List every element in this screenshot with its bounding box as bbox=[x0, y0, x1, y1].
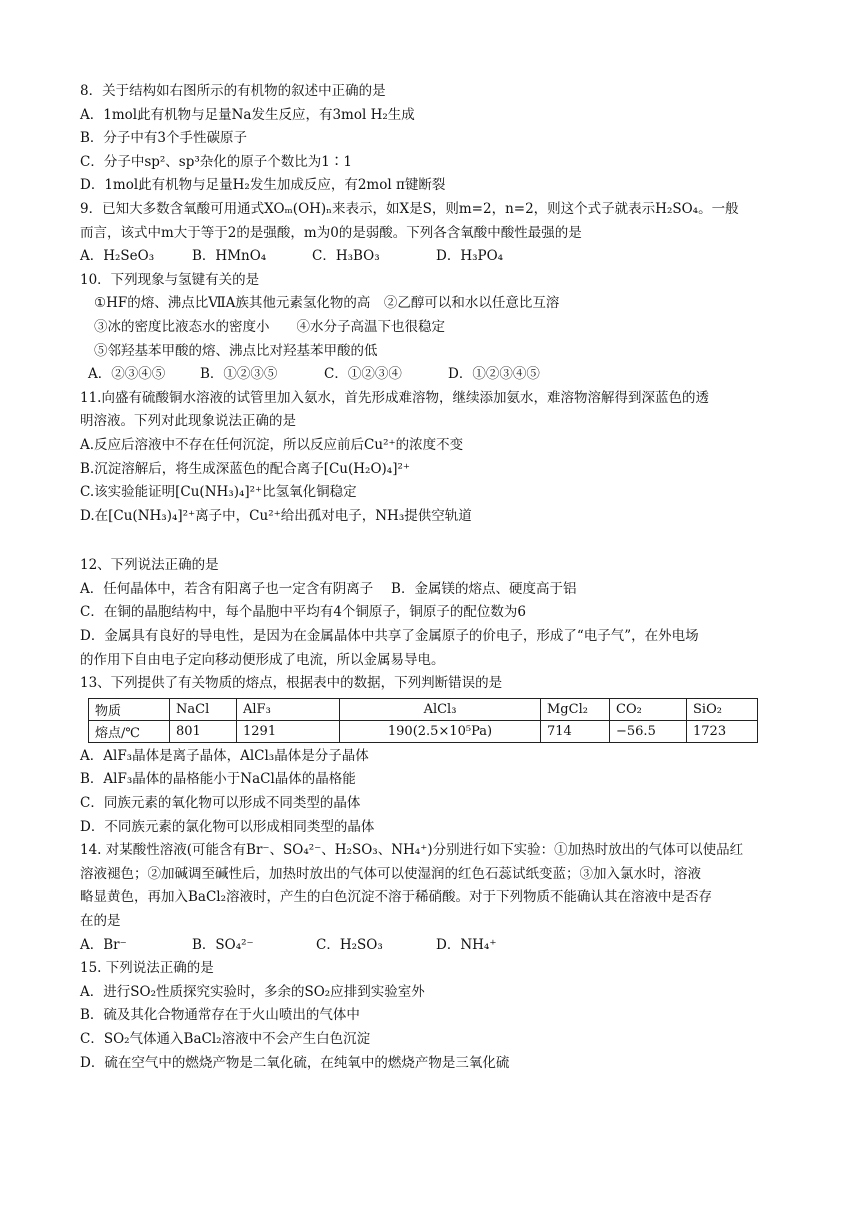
table-cell: 190(2.5×10⁵Pa) bbox=[340, 720, 541, 742]
table-cell: NaCl bbox=[170, 698, 237, 720]
table-cell: 物质 bbox=[89, 698, 170, 720]
question-14-option-c: C．H₂SO₃ bbox=[316, 936, 383, 953]
question-13-option-b: B．AlF₃晶体的晶格能小于NaCl晶体的晶格能 bbox=[80, 771, 356, 788]
question-11-option-b: B.沉淀溶解后，将生成深蓝色的配合离子[Cu(H₂O)₄]²⁺ bbox=[80, 460, 411, 477]
question-15-option-c: C．SO₂气体通入BaCl₂溶液中不会产生白色沉淀 bbox=[80, 1030, 371, 1047]
question-13 bbox=[80, 672, 780, 839]
question-15-option-a: A．进行SO₂性质探究实验时，多余的SO₂应排到实验室外 bbox=[80, 983, 425, 1000]
question-11 bbox=[80, 387, 780, 529]
question-8 bbox=[80, 80, 780, 198]
table-cell: AlF₃ bbox=[237, 698, 340, 720]
question-12-option-c: C．在铜的晶胞结构中，每个晶胞中平均有4个铜原子，铜原子的配位数为6 bbox=[80, 604, 527, 621]
question-8-option-c: C．分子中sp²、sp³杂化的原子个数比为1∶1 bbox=[80, 153, 352, 170]
question-10-option-a: A．②③④⑤ bbox=[88, 366, 166, 383]
question-10-statement-line-2: ③冰的密度比液态水的密度小 ④水分子高温下也很稳定 bbox=[94, 318, 445, 335]
question-8-stem: 8．关于结构如右图所示的有机物的叙述中正确的是 bbox=[80, 83, 386, 99]
question-9-stem-line-2: 而言，该式中m大于等于2的是强酸，m为0的是弱酸。下列各含氧酸中酸性最强的是 bbox=[80, 224, 582, 241]
question-12-stem: 12、下列说法正确的是 bbox=[80, 557, 219, 574]
question-12-option-d-line-1: D．金属具有良好的导电性，是因为在金属晶体中共享了金属原子的价电子，形成了“电子气”，在外电场 bbox=[80, 628, 699, 645]
question-14-options bbox=[80, 934, 780, 958]
table-cell: CO₂ bbox=[610, 698, 687, 720]
table-cell: 714 bbox=[541, 720, 610, 742]
question-11-option-d: D.在[Cu(NH₃)₄]²⁺离子中，Cu²⁺给出孤对电子，NH₃提供空轨道 bbox=[80, 507, 472, 524]
table-cell: AlCl₃ bbox=[340, 698, 541, 720]
blank-gap bbox=[80, 528, 780, 554]
question-9-option-b: B．HMnO₄ bbox=[192, 248, 267, 265]
question-10 bbox=[80, 269, 780, 387]
question-13-option-d: D．不同族元素的氯化物可以形成相同类型的晶体 bbox=[80, 818, 375, 835]
question-10-stem: 10．下列现象与氢键有关的是 bbox=[80, 271, 260, 288]
question-15-option-b: B．硫及其化合物通常存在于火山喷出的气体中 bbox=[80, 1007, 360, 1024]
question-12-option-d-line-2: 的作用下自由电子定向移动便形成了电流，所以金属易导电。 bbox=[80, 651, 445, 668]
question-14-option-a: A．Br⁻ bbox=[80, 936, 127, 953]
melting-point-table bbox=[88, 698, 758, 743]
table-row bbox=[89, 720, 758, 742]
question-10-options bbox=[80, 363, 780, 387]
table-cell: −56.5 bbox=[610, 720, 687, 742]
question-14-option-b: B．SO₄²⁻ bbox=[192, 936, 254, 953]
question-11-option-a: A.反应后溶液中不存在任何沉淀，所以反应前后Cu²⁺的浓度不变 bbox=[80, 436, 464, 453]
question-9-option-c: C．H₃BO₃ bbox=[312, 248, 380, 265]
question-13-option-a: A．AlF₃晶体是离子晶体，AlCl₃晶体是分子晶体 bbox=[80, 747, 369, 764]
question-13-option-c: C．同族元素的氧化物可以形成不同类型的晶体 bbox=[80, 795, 361, 812]
question-14-stem-line-1: 14. 对某酸性溶液(可能含有Br⁻、SO₄²⁻、H₂SO₃、NH₄⁺)分别进行如下实验：①加热时放出的气体可以使品红 bbox=[80, 842, 744, 859]
question-15-stem: 15. 下列说法正确的是 bbox=[80, 960, 214, 977]
question-9-option-d: D．H₃PO₄ bbox=[436, 248, 504, 265]
question-14-stem-line-3: 略显黄色，再加入BaCl₂溶液时，产生的白色沉淀不溶于稀硝酸。对于下列物质不能确认其在溶液中是否存 bbox=[80, 889, 713, 906]
table-cell: 熔点/℃ bbox=[89, 720, 170, 742]
question-10-statement-line-3: ⑤邻羟基苯甲酸的熔、沸点比对羟基苯甲酸的低 bbox=[94, 342, 378, 359]
table-header-row bbox=[89, 698, 758, 720]
question-11-stem-line-1: 11.向盛有硫酸铜水溶液的试管里加入氨水，首先形成难溶物，继续添加氨水，难溶物溶解得到深蓝色的透 bbox=[80, 389, 709, 406]
question-14-stem-line-2: 溶液褪色；②加碱调至碱性后，加热时放出的气体可以使湿润的红色石蕊试纸变蓝；③加入氯水时，溶液 bbox=[80, 865, 701, 882]
question-15-option-d: D．硫在空气中的燃烧产物是二氧化硫，在纯氧中的燃烧产物是三氧化硫 bbox=[80, 1054, 510, 1071]
question-10-option-c: C．①②③④ bbox=[324, 366, 402, 383]
question-14 bbox=[80, 839, 780, 957]
question-8-option-d: D．1mol此有机物与足量H₂发生加成反应，有2mol π键断裂 bbox=[80, 177, 446, 194]
question-14-stem-line-4: 在的是 bbox=[80, 913, 121, 929]
table-cell: 801 bbox=[170, 720, 237, 742]
question-10-statement-line-1: ①HF的熔、沸点比ⅦA族其他元素氢化物的高 ②乙醇可以和水以任意比互溶 bbox=[94, 295, 560, 312]
question-12-options-a-b: A．任何晶体中，若含有阳离子也一定含有阴离子 B．金属镁的熔点、硬度高于铝 bbox=[80, 580, 577, 597]
question-12 bbox=[80, 554, 780, 672]
question-14-option-d: D．NH₄⁺ bbox=[436, 936, 497, 953]
question-15 bbox=[80, 957, 780, 1075]
question-10-option-d: D．①②③④⑤ bbox=[448, 366, 540, 383]
question-9-stem-line-1: 9．已知大多数含氧酸可用通式XOₘ(OH)ₙ来表示，如X是S，则m=2，n=2，则这个式子就表示H₂SO₄。一般 bbox=[80, 200, 739, 217]
question-9-options bbox=[80, 245, 780, 269]
question-9 bbox=[80, 198, 780, 269]
question-8-option-a: A．1mol此有机物与足量Na发生反应，有3mol H₂生成 bbox=[80, 106, 415, 123]
question-11-option-c: C.该实验能证明[Cu(NH₃)₄]²⁺比氢氧化铜稳定 bbox=[80, 484, 357, 501]
table-cell: 1723 bbox=[687, 720, 758, 742]
question-8-option-b: B．分子中有3个手性碳原子 bbox=[80, 130, 248, 147]
table-cell: 1291 bbox=[237, 720, 340, 742]
question-11-stem-line-2: 明溶液。下列对此现象说法正确的是 bbox=[80, 413, 296, 430]
question-9-option-a: A．H₂SeO₃ bbox=[80, 248, 155, 265]
table-cell: MgCl₂ bbox=[541, 698, 610, 720]
table-cell: SiO₂ bbox=[687, 698, 758, 720]
exam-page bbox=[80, 0, 780, 1075]
question-13-stem: 13、下列提供了有关物质的熔点，根据表中的数据，下列判断错误的是 bbox=[80, 675, 503, 692]
question-10-option-b: B．①②③⑤ bbox=[200, 366, 278, 383]
